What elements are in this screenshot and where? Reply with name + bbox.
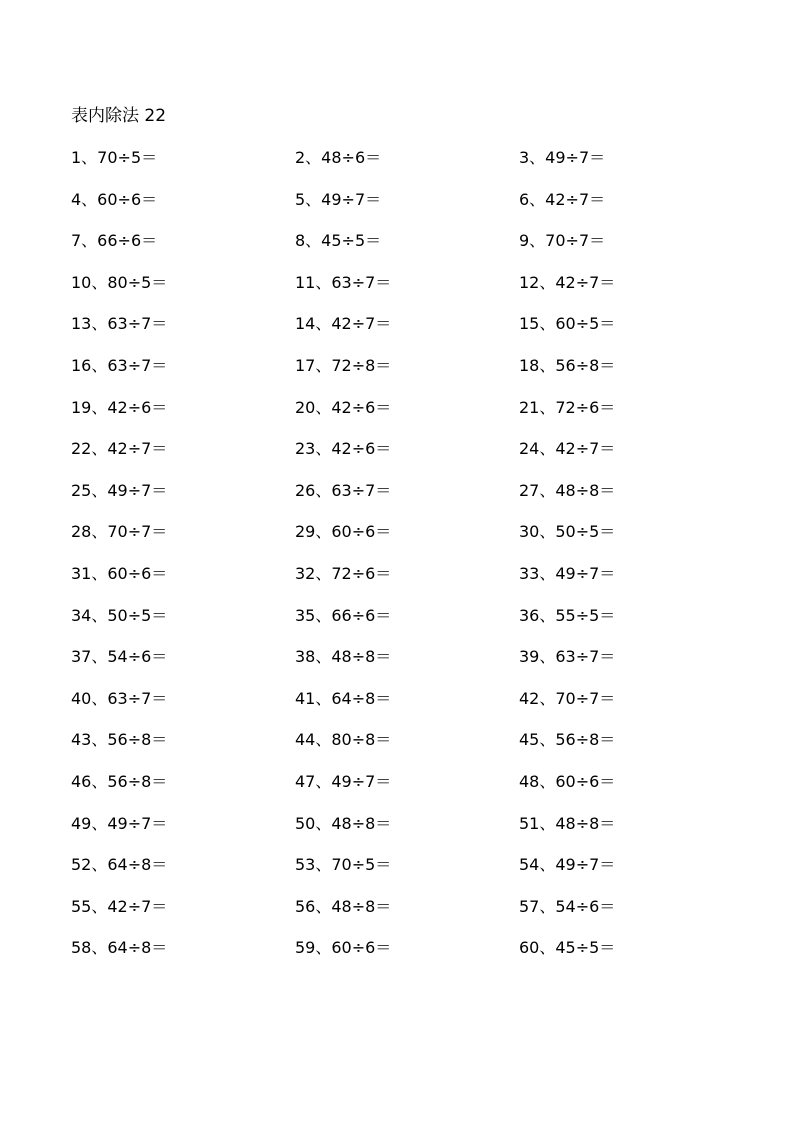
problem-item: 54、49÷7＝ [519, 855, 616, 875]
problem-item: 36、55÷5＝ [519, 605, 616, 625]
problem-item: 13、63÷7＝ [71, 314, 168, 334]
problem-item: 38、48÷8＝ [295, 647, 392, 667]
problem-item: 25、49÷7＝ [71, 480, 168, 500]
problem-item: 15、60÷5＝ [519, 314, 616, 334]
problem-item: 53、70÷5＝ [295, 855, 392, 875]
problem-item: 58、64÷8＝ [71, 938, 168, 958]
problem-item: 11、63÷7＝ [295, 272, 392, 292]
problem-item: 51、48÷8＝ [519, 813, 616, 833]
problem-item: 52、64÷8＝ [71, 855, 168, 875]
problem-item: 5、49÷7＝ [295, 189, 382, 209]
problem-item: 3、49÷7＝ [519, 148, 606, 167]
problem-item: 27、48÷8＝ [519, 480, 616, 500]
problem-item: 46、56÷8＝ [71, 771, 168, 791]
problem-item: 8、45÷5＝ [295, 231, 382, 251]
problem-item: 34、50÷5＝ [71, 605, 168, 625]
problem-item: 10、80÷5＝ [71, 272, 168, 292]
problem-grid [71, 147, 731, 979]
problem-item: 37、54÷6＝ [71, 647, 168, 667]
problem-item: 24、42÷7＝ [519, 439, 616, 459]
problem-item: 1、70÷5＝ [71, 148, 158, 167]
problem-item: 44、80÷8＝ [295, 730, 392, 750]
problem-item: 18、56÷8＝ [519, 355, 616, 375]
problem-item: 55、42÷7＝ [71, 896, 168, 916]
problem-item: 6、42÷7＝ [519, 189, 606, 209]
problem-item: 41、64÷8＝ [295, 688, 392, 708]
problem-item: 19、42÷6＝ [71, 397, 168, 417]
problem-item: 40、63÷7＝ [71, 688, 168, 708]
problem-item: 56、48÷8＝ [295, 896, 392, 916]
problem-item: 48、60÷6＝ [519, 771, 616, 791]
problem-item: 50、48÷8＝ [295, 813, 392, 833]
problem-item: 29、60÷6＝ [295, 522, 392, 542]
problem-item: 35、66÷6＝ [295, 605, 392, 625]
problem-item: 43、56÷8＝ [71, 730, 168, 750]
problem-item: 17、72÷8＝ [295, 355, 392, 375]
problem-item: 23、42÷6＝ [295, 439, 392, 459]
problem-item: 7、66÷6＝ [71, 231, 158, 251]
problem-item: 42、70÷7＝ [519, 688, 616, 708]
problem-item: 60、45÷5＝ [519, 938, 616, 958]
problem-item: 32、72÷6＝ [295, 563, 392, 583]
problem-item: 20、42÷6＝ [295, 397, 392, 417]
problem-item: 21、72÷6＝ [519, 397, 616, 417]
problem-item: 9、70÷7＝ [519, 231, 606, 251]
problem-item: 31、60÷6＝ [71, 563, 168, 583]
problem-item: 57、54÷6＝ [519, 896, 616, 916]
problem-item: 59、60÷6＝ [295, 938, 392, 958]
problem-item: 33、49÷7＝ [519, 563, 616, 583]
problem-item: 28、70÷7＝ [71, 522, 168, 542]
problem-item: 12、42÷7＝ [519, 272, 616, 292]
problem-item: 45、56÷8＝ [519, 730, 616, 750]
problem-item: 47、49÷7＝ [295, 771, 392, 791]
problem-item: 22、42÷7＝ [71, 439, 168, 459]
problem-item: 49、49÷7＝ [71, 813, 168, 833]
page-title: 表内除法 22 [71, 106, 167, 126]
problem-item: 16、63÷7＝ [71, 355, 168, 375]
problem-item: 14、42÷7＝ [295, 314, 392, 334]
problem-item: 39、63÷7＝ [519, 647, 616, 667]
problem-item: 26、63÷7＝ [295, 480, 392, 500]
problem-item: 30、50÷5＝ [519, 522, 616, 542]
problem-item: 2、48÷6＝ [295, 148, 382, 167]
problem-item: 4、60÷6＝ [71, 189, 158, 209]
